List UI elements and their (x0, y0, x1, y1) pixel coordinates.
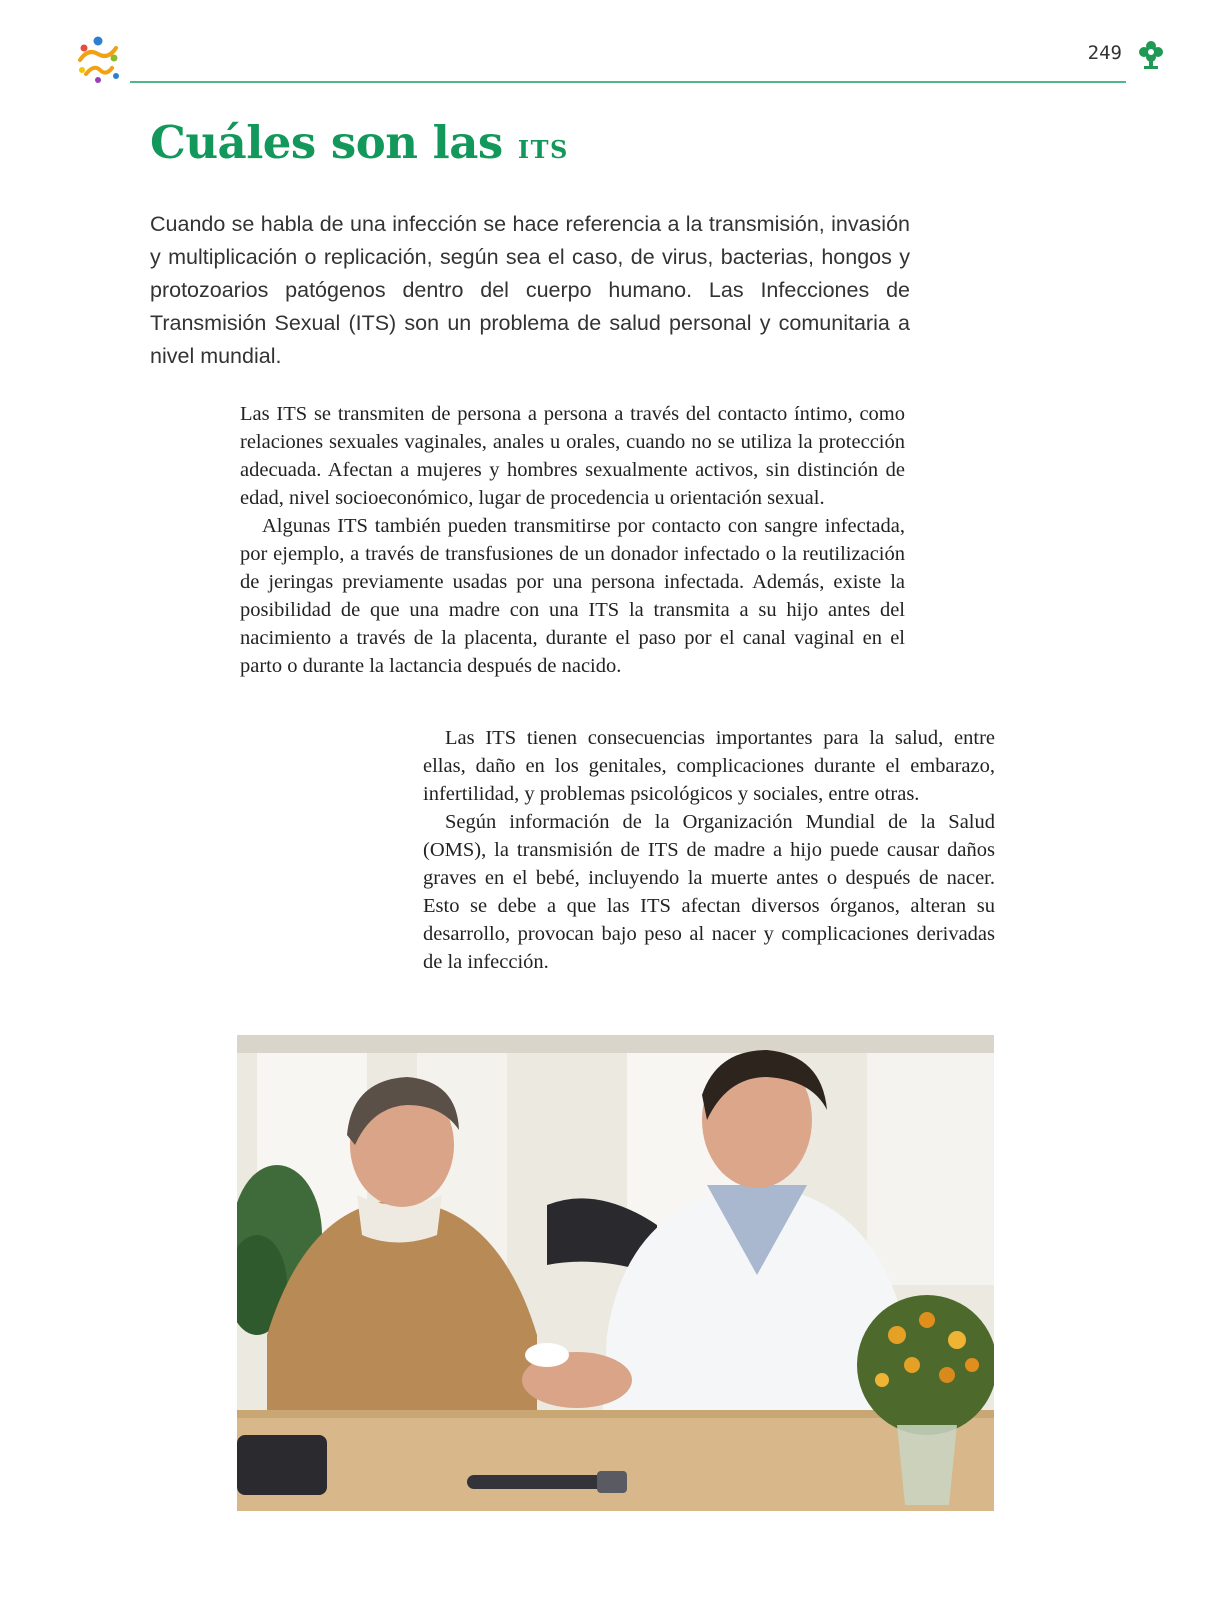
doctor-patient-photo (237, 1035, 994, 1511)
page-title-abbr: its (517, 127, 569, 167)
body-column-1 (240, 400, 905, 680)
header-rule (130, 81, 1126, 83)
page-title (150, 116, 569, 169)
tree-emblem-icon (1138, 40, 1164, 70)
intro-paragraph: Cuando se habla de una infección se hace referencia a la transmisión, invasión y multiplicación o replicación, según sea el caso, de virus, bacterias, hongos y protozoarios patógenos dentro del cuerpo humano. Las Infecciones de Transmisión Sexual (ITS) son un problema de salud personal y comunitaria a nivel mundial. (150, 212, 910, 368)
body-paragraph: Según información de la Organización Mundial de la Salud (OMS), la transmisión de ITS de madre a hijo puede causar daños graves en el bebé, incluyendo la muerte antes o después de nacer. Esto se debe a que las ITS afectan diversos órganos, alteran su desarrollo, provocan bajo peso al nacer y complicaciones derivadas de la infección. (423, 811, 995, 973)
body-paragraph: Las ITS tienen consecuencias importantes para la salud, entre ellas, daño en los genitales, complicaciones durante el embarazo, infertilidad, y problemas psicológicos y sociales, entre otras. (423, 727, 995, 805)
body-paragraph: Algunas ITS también pueden transmitirse por contacto con sangre infectada, por ejemplo, a través de transfusiones de un donador infectado o la reutilización de jeringas previamente usadas por una persona infectada. Además, existe la posibilidad de que una madre con una ITS la transmita a su hijo antes del nacimiento a través de la placenta, durante el paso por el canal vaginal en el parto o durante la lactancia después de nacido. (240, 515, 905, 677)
dancing-figures-logo-icon (72, 34, 124, 84)
page-number: 249 (1087, 42, 1122, 64)
page-title-lead: Cuáles son las (150, 116, 518, 169)
body-column-2 (423, 724, 995, 976)
body-paragraph: Las ITS se transmiten de persona a persona a través del contacto íntimo, como relaciones sexuales vaginales, anales u orales, cuando no se utiliza la protección adecuada. Afectan a mujeres y hombres sexualmente activos, sin distinción de edad, nivel socioeconómico, lugar de procedencia u orientación sexual. (240, 403, 905, 509)
